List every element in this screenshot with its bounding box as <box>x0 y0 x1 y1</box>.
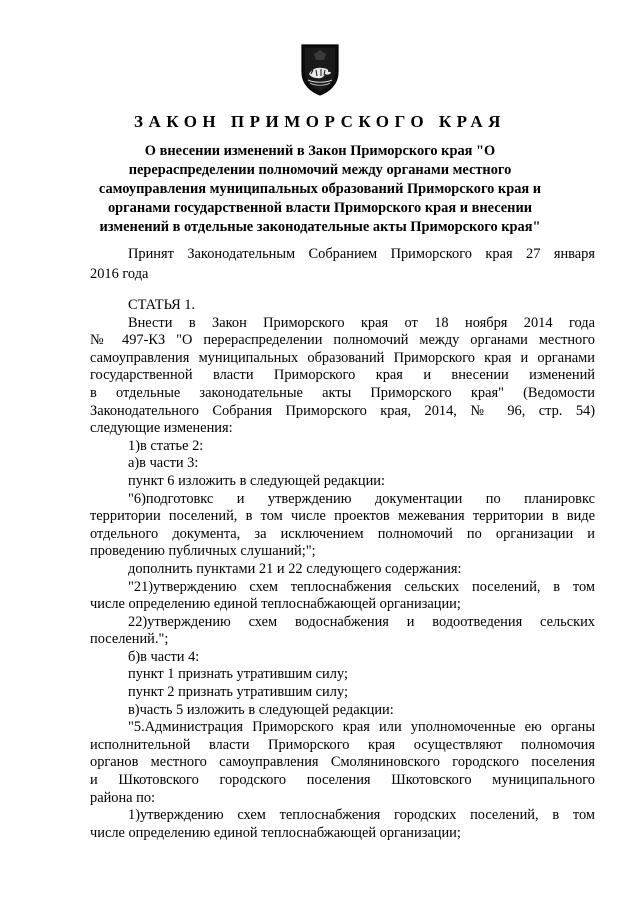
subtitle-line: изменений в отдельные законодательные акты Приморского края" <box>99 219 541 235</box>
law-body <box>90 297 595 842</box>
law-title: ЗАКОН ПРИМОРСКОГО КРАЯ <box>134 112 506 131</box>
body-line: в)часть 5 изложить в следующей редакции: <box>128 701 394 718</box>
adoption-note <box>90 244 595 284</box>
body-line: пункт 1 признать утратившим силу; <box>128 666 348 683</box>
body-line: 1)в статье 2: <box>128 437 204 454</box>
body-line: пункт 6 изложить в следующей редакции: <box>128 472 385 489</box>
body-line: исполнительной власти Приморского края осуществляют полномочия <box>90 736 595 753</box>
body-line: самоуправления муниципальных образований Приморского края и органами <box>90 349 595 366</box>
body-line: "5.Администрация Приморского края или уполномоченные ею органы <box>128 719 595 736</box>
coat-of-arms-emblem <box>300 42 340 96</box>
body-line: "6)подготовкс и утверждению документации по планировкс <box>128 490 595 507</box>
subtitle-line: органами государственной власти Приморского края и внесении <box>107 200 533 216</box>
body-line: № 497-КЗ "О перераспределении полномочий между органами местного <box>90 332 595 349</box>
subtitle-line: самоуправления муниципальных образований Приморского края и <box>98 181 542 197</box>
subtitle-line: перераспределении полномочий между органами местного <box>128 162 512 178</box>
body-line: проведению публичных слушаний;"; <box>90 543 316 560</box>
body-line: числе определению единой теплоснабжающей организации; <box>90 824 461 841</box>
body-line: дополнить пунктами 21 и 22 следующего содержания: <box>128 560 462 577</box>
adoption-line: Принят Законодательным Собранием Приморского края 27 января <box>128 246 595 262</box>
body-line: а)в части 3: <box>128 455 199 472</box>
law-subtitle <box>86 142 554 237</box>
body-line: "21)утверждению схем теплоснабжения сельских поселений, в том <box>128 578 595 595</box>
body-line: отдельного документа, за исключением полномочий по организации и <box>90 525 595 542</box>
subtitle-line: О внесении изменений в Закон Приморского края "О <box>144 143 496 159</box>
body-line: следующие изменения: <box>90 420 233 437</box>
body-line: территории поселений, в том числе проектов межевания территории в виде <box>90 508 595 525</box>
body-line: 1)утверждению схем теплоснабжения городских поселений, в том <box>128 807 595 824</box>
body-line: поселений."; <box>90 631 169 648</box>
body-line: б)в части 4: <box>128 648 200 665</box>
body-line: в отдельные законодательные акты Приморского края" (Ведомости <box>90 384 595 401</box>
body-line: района по: <box>90 789 156 806</box>
body-line: Законодательного Собрания Приморского края, 2014, № 96, стр. 54) <box>90 402 595 419</box>
body-line: Внести в Закон Приморского края от 18 ноября 2014 года <box>128 314 595 331</box>
article-heading: СТАТЬЯ 1. <box>128 297 196 313</box>
adoption-line: 2016 года <box>90 266 149 282</box>
body-line: пункт 2 признать утратившим силу; <box>128 684 348 701</box>
body-line: государственной власти Приморского края и внесении изменений <box>90 367 595 384</box>
body-line: и Шкотовского городского поселения Шкотовского муниципального <box>90 772 595 789</box>
body-line: органов местного самоуправления Смоляниновского городского поселения <box>90 754 595 771</box>
body-line: числе определению единой теплоснабжающей организации; <box>90 596 461 613</box>
body-line: 22)утверждению схем водоснабжения и водоотведения сельских <box>128 613 595 630</box>
